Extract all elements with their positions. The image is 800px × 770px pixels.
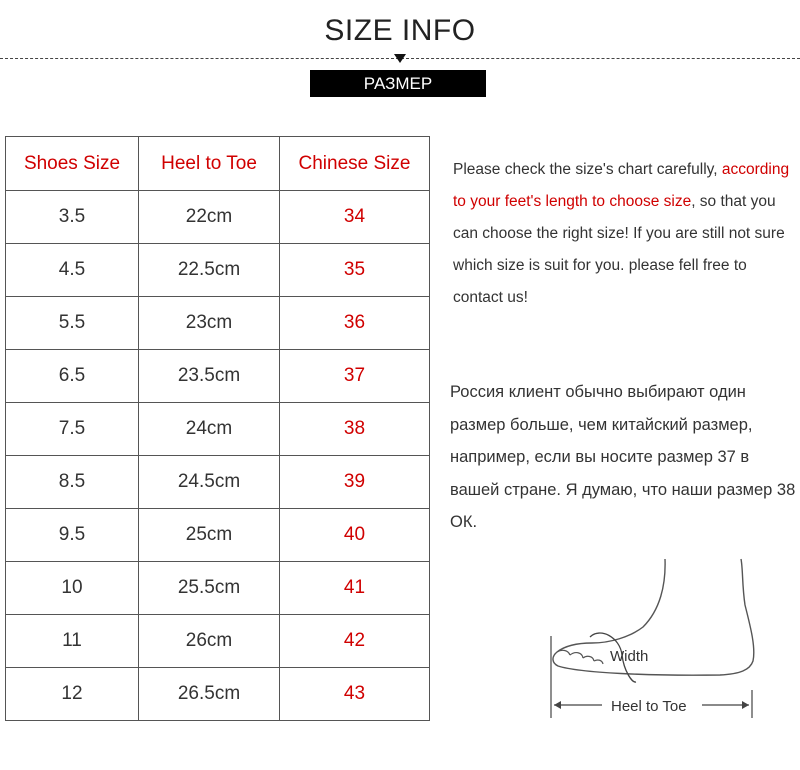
shoe-size-cell: 11 bbox=[6, 615, 139, 668]
shoe-size-cell: 6.5 bbox=[6, 350, 139, 403]
size-instructions-en bbox=[453, 154, 798, 314]
table-row bbox=[6, 456, 430, 509]
page-title: SIZE INFO bbox=[324, 14, 476, 47]
table-row bbox=[6, 191, 430, 244]
shoe-size-cell: 3.5 bbox=[6, 191, 139, 244]
table-row bbox=[6, 562, 430, 615]
foot-icon bbox=[540, 555, 770, 725]
shoe-size-cell: 12 bbox=[6, 668, 139, 721]
chinese-size-cell: 42 bbox=[280, 615, 430, 668]
chinese-size-cell: 41 bbox=[280, 562, 430, 615]
chinese-size-cell: 36 bbox=[280, 297, 430, 350]
heel-to-toe-cell: 25.5cm bbox=[139, 562, 280, 615]
heel-to-toe-cell: 23.5cm bbox=[139, 350, 280, 403]
table-row bbox=[6, 403, 430, 456]
triangle-down-icon bbox=[394, 54, 406, 63]
chinese-size-cell: 38 bbox=[280, 403, 430, 456]
header-chinese-size: Chinese Size bbox=[280, 137, 430, 191]
instructions-intro: Please check the size's chart carefully, bbox=[453, 161, 722, 178]
chinese-size-cell: 37 bbox=[280, 350, 430, 403]
instructions-rest: , so that you can choose the right size! If you are still not sure which size is suit for you. please fell free to contact us! bbox=[453, 193, 785, 306]
table-header-row bbox=[6, 137, 430, 191]
heel-to-toe-cell: 24cm bbox=[139, 403, 280, 456]
table-row bbox=[6, 509, 430, 562]
table-row bbox=[6, 350, 430, 403]
table-row bbox=[6, 244, 430, 297]
shoe-size-cell: 10 bbox=[6, 562, 139, 615]
header-shoes-size: Shoes Size bbox=[6, 137, 139, 191]
heel-to-toe-cell: 25cm bbox=[139, 509, 280, 562]
chinese-size-cell: 43 bbox=[280, 668, 430, 721]
chinese-size-cell: 40 bbox=[280, 509, 430, 562]
shoe-size-cell: 7.5 bbox=[6, 403, 139, 456]
chinese-size-cell: 34 bbox=[280, 191, 430, 244]
table-row bbox=[6, 668, 430, 721]
size-instructions-ru: Россия клиент обычно выбирают один размер больше, чем китайский размер, например, если вы носите размер 37 в вашей стране. Я думаю, что наши размер 38 ОК. bbox=[450, 383, 796, 531]
heel-to-toe-cell: 23cm bbox=[139, 297, 280, 350]
table-row bbox=[6, 615, 430, 668]
instructions-highlight: according to your feet's length to choose size bbox=[453, 161, 790, 210]
shoe-size-cell: 4.5 bbox=[6, 244, 139, 297]
foot-measure-diagram bbox=[540, 555, 770, 725]
heel-to-toe-cell: 22.5cm bbox=[139, 244, 280, 297]
heel-to-toe-cell: 24.5cm bbox=[139, 456, 280, 509]
shoe-size-cell: 8.5 bbox=[6, 456, 139, 509]
size-chart-table bbox=[5, 136, 430, 721]
heel-to-toe-label: Heel to Toe bbox=[611, 698, 687, 715]
chinese-size-cell: 39 bbox=[280, 456, 430, 509]
shoe-size-cell: 9.5 bbox=[6, 509, 139, 562]
heel-to-toe-cell: 22cm bbox=[139, 191, 280, 244]
table-row bbox=[6, 297, 430, 350]
shoe-size-cell: 5.5 bbox=[6, 297, 139, 350]
header-heel-to-toe: Heel to Toe bbox=[139, 137, 280, 191]
heel-to-toe-cell: 26cm bbox=[139, 615, 280, 668]
width-label: Width bbox=[610, 648, 649, 665]
size-banner: РАЗМЕР bbox=[310, 70, 486, 97]
heel-to-toe-cell: 26.5cm bbox=[139, 668, 280, 721]
chinese-size-cell: 35 bbox=[280, 244, 430, 297]
